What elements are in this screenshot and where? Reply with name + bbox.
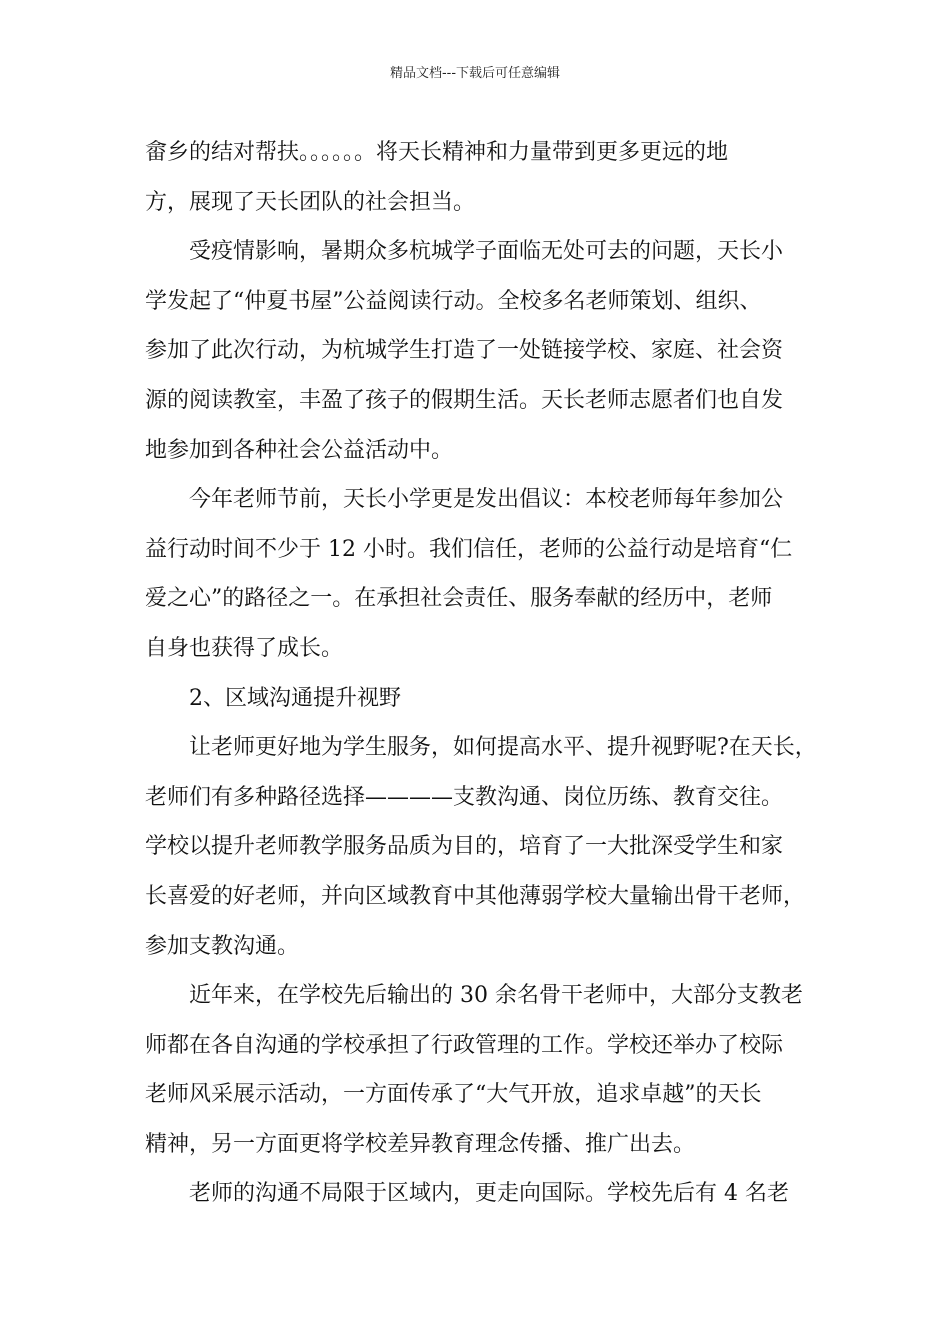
page-header: 精品文档---下载后可任意编辑	[389, 66, 561, 81]
text-line: 让老师更好地为学生服务，如何提高水平、提升视野呢?在天长，	[189, 735, 817, 761]
text-line: 参加了此次行动，为杭城学生打造了一处链接学校、家庭、社会资	[145, 338, 784, 364]
text-line: 学校以提升老师教学服务品质为目的，培育了一大批深受学生和家	[145, 834, 784, 860]
text-line: 地参加到各种社会公益活动中。	[145, 437, 454, 463]
text-line: 今年老师节前，天长小学更是发出倡议：本校老师每年参加公	[189, 487, 784, 513]
text-line: 受疫情影响，暑期众多杭城学子面临无处可去的问题，天长小	[189, 239, 784, 265]
text-line: 师都在各自沟通的学校承担了行政管理的工作。学校还举办了校际	[145, 1032, 784, 1058]
text-line: 益行动时间不少于 12 小时。我们信任，老师的公益行动是培育“仁	[145, 536, 793, 562]
text-line: 自身也获得了成长。	[145, 635, 344, 661]
document-body	[145, 128, 817, 1219]
text-line: 参加支教沟通。	[145, 933, 300, 959]
text-line: 老师们有多种路径选择————支教沟通、岗位历练、教育交往。	[145, 784, 784, 810]
text-line: 源的阅读教室，丰盈了孩子的假期生活。天长老师志愿者们也自发	[145, 387, 784, 413]
text-line: 方，展现了天长团队的社会担当。	[145, 189, 476, 215]
text-line: 爱之心”的路径之一。在承担社会责任、服务奉献的经历中，老师	[145, 586, 773, 612]
text-line: 老师风采展示活动，一方面传承了“大气开放，追求卓越”的天长	[145, 1082, 762, 1108]
text-line: 老师的沟通不局限于区域内，更走向国际。学校先后有 4 名老	[189, 1181, 789, 1207]
text-line: 长喜爱的好老师，并向区域教育中其他薄弱学校大量输出骨干老师，	[145, 883, 806, 909]
text-line: 精神，另一方面更将学校差异教育理念传播、推广出去。	[145, 1131, 696, 1157]
text-line: 近年来，在学校先后输出的 30 余名骨干老师中，大部分支教老	[189, 983, 803, 1009]
text-line: 畲乡的结对帮扶。。。。。。将天长精神和力量带到更多更远的地	[145, 140, 729, 165]
text-line: 2、区域沟通提升视野	[189, 685, 401, 711]
text-line: 学发起了“仲夏书屋”公益阅读行动。全校多名老师策划、组织、	[145, 288, 762, 314]
